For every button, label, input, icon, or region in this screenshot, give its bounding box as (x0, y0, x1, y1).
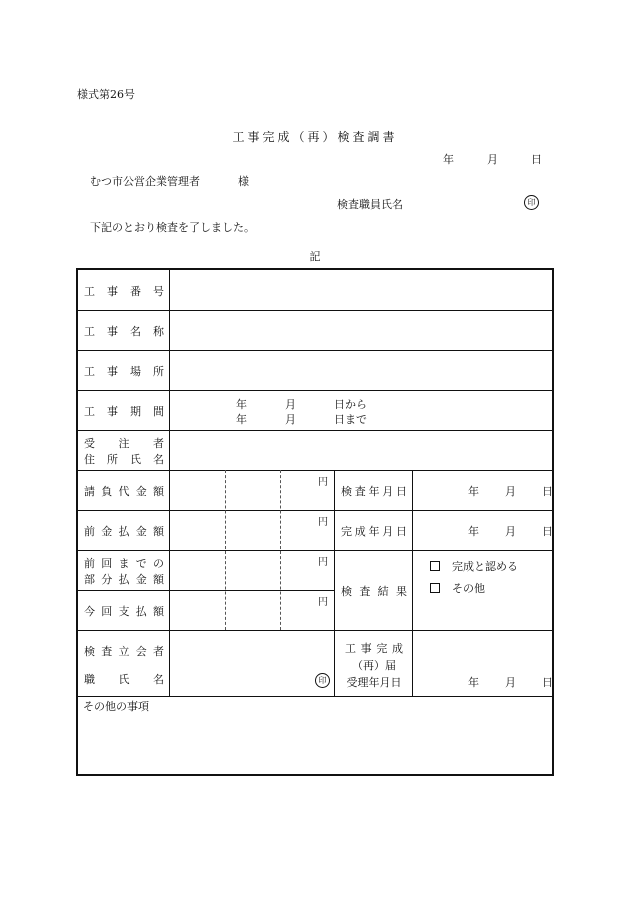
label-official-name: 職 氏 名 (84, 673, 164, 686)
issue-date-year: 年 (443, 153, 454, 166)
amount-dashed-divider (280, 470, 281, 630)
row-divider (78, 470, 552, 471)
row-divider (78, 510, 552, 511)
row-divider (78, 630, 552, 631)
row-divider (78, 430, 552, 431)
label-address-name: 住 所 氏 名 (84, 453, 164, 466)
inspector-seal-icon: 印 (524, 195, 539, 210)
checkbox-other[interactable] (430, 583, 440, 593)
label-work-name: 工 事 名 称 (84, 325, 164, 338)
amount-dashed-divider (225, 470, 226, 630)
label-completion-date: 完 成 年 月 日 (341, 525, 407, 538)
label-advance-amount: 前 金 払 金 額 (84, 525, 164, 538)
addressee (90, 173, 249, 189)
row-divider (78, 550, 552, 551)
label-partial-previous: 前 回 ま で の (84, 557, 164, 570)
completion-date-value: 年 月 日 (468, 525, 553, 538)
addressee-name: むつ市公営企業管理者 (90, 175, 200, 188)
result-option-complete[interactable]: 完成と認める (430, 558, 518, 574)
label-witness: 検 査 立 会 者 (84, 645, 164, 658)
result-option-other[interactable]: その他 (430, 580, 485, 596)
form-number: 様式第26号 (77, 88, 135, 101)
yen-unit: 円 (318, 477, 328, 488)
label-contract-amount: 請 負 代 金 額 (84, 485, 164, 498)
issue-date-month: 月 (487, 153, 498, 166)
yen-unit: 円 (318, 517, 328, 528)
right-label-column-divider (412, 470, 413, 696)
label-partial-amount: 部 分 払 金 額 (84, 573, 164, 586)
label-other-matters: その他の事項 (83, 700, 149, 713)
label-current-payment: 今 回 支 払 額 (84, 605, 164, 618)
row-divider (78, 590, 335, 591)
label-work-place: 工 事 場 所 (84, 365, 164, 378)
document-title: 工事完成（再）検査調書 (232, 130, 398, 144)
notice-received-date-value: 年 月 日 (468, 676, 553, 689)
inspector-label: 検査職員氏名 (337, 198, 403, 211)
amount-column-divider (334, 470, 335, 696)
intro-text: 下記のとおり検査を了しました。 (90, 221, 255, 234)
addressee-honorific: 様 (238, 175, 249, 188)
issue-date (443, 151, 542, 167)
label-inspection-result: 検 査 結 果 (341, 585, 407, 598)
row-divider (78, 350, 552, 351)
label-notice-received: 受理年月日 (346, 676, 402, 689)
issue-date-day: 日 (531, 153, 542, 166)
row-divider (78, 696, 552, 697)
label-notice-completion: 工 事 完 成 (345, 642, 403, 655)
inspection-form-table (76, 268, 554, 776)
checkbox-complete[interactable] (430, 561, 440, 571)
inspection-date-value: 年 月 日 (468, 485, 553, 498)
yen-unit: 円 (318, 597, 328, 608)
inspector-name-line (337, 196, 403, 212)
ki-heading: 記 (309, 250, 321, 263)
witness-seal-icon: 印 (315, 673, 330, 688)
period-from: 年 月 日から (236, 398, 367, 411)
label-work-period: 工 事 期 間 (84, 405, 164, 418)
label-notice-resubmit: （再）届 (352, 659, 396, 672)
period-to: 年 月 日まで (236, 413, 367, 426)
row-divider (78, 390, 552, 391)
label-contractor: 受 注 者 (84, 437, 164, 450)
row-divider (78, 310, 552, 311)
label-inspection-date: 検 査 年 月 日 (341, 485, 407, 498)
label-column-divider (169, 270, 170, 696)
yen-unit: 円 (318, 557, 328, 568)
label-work-number: 工 事 番 号 (84, 285, 164, 298)
